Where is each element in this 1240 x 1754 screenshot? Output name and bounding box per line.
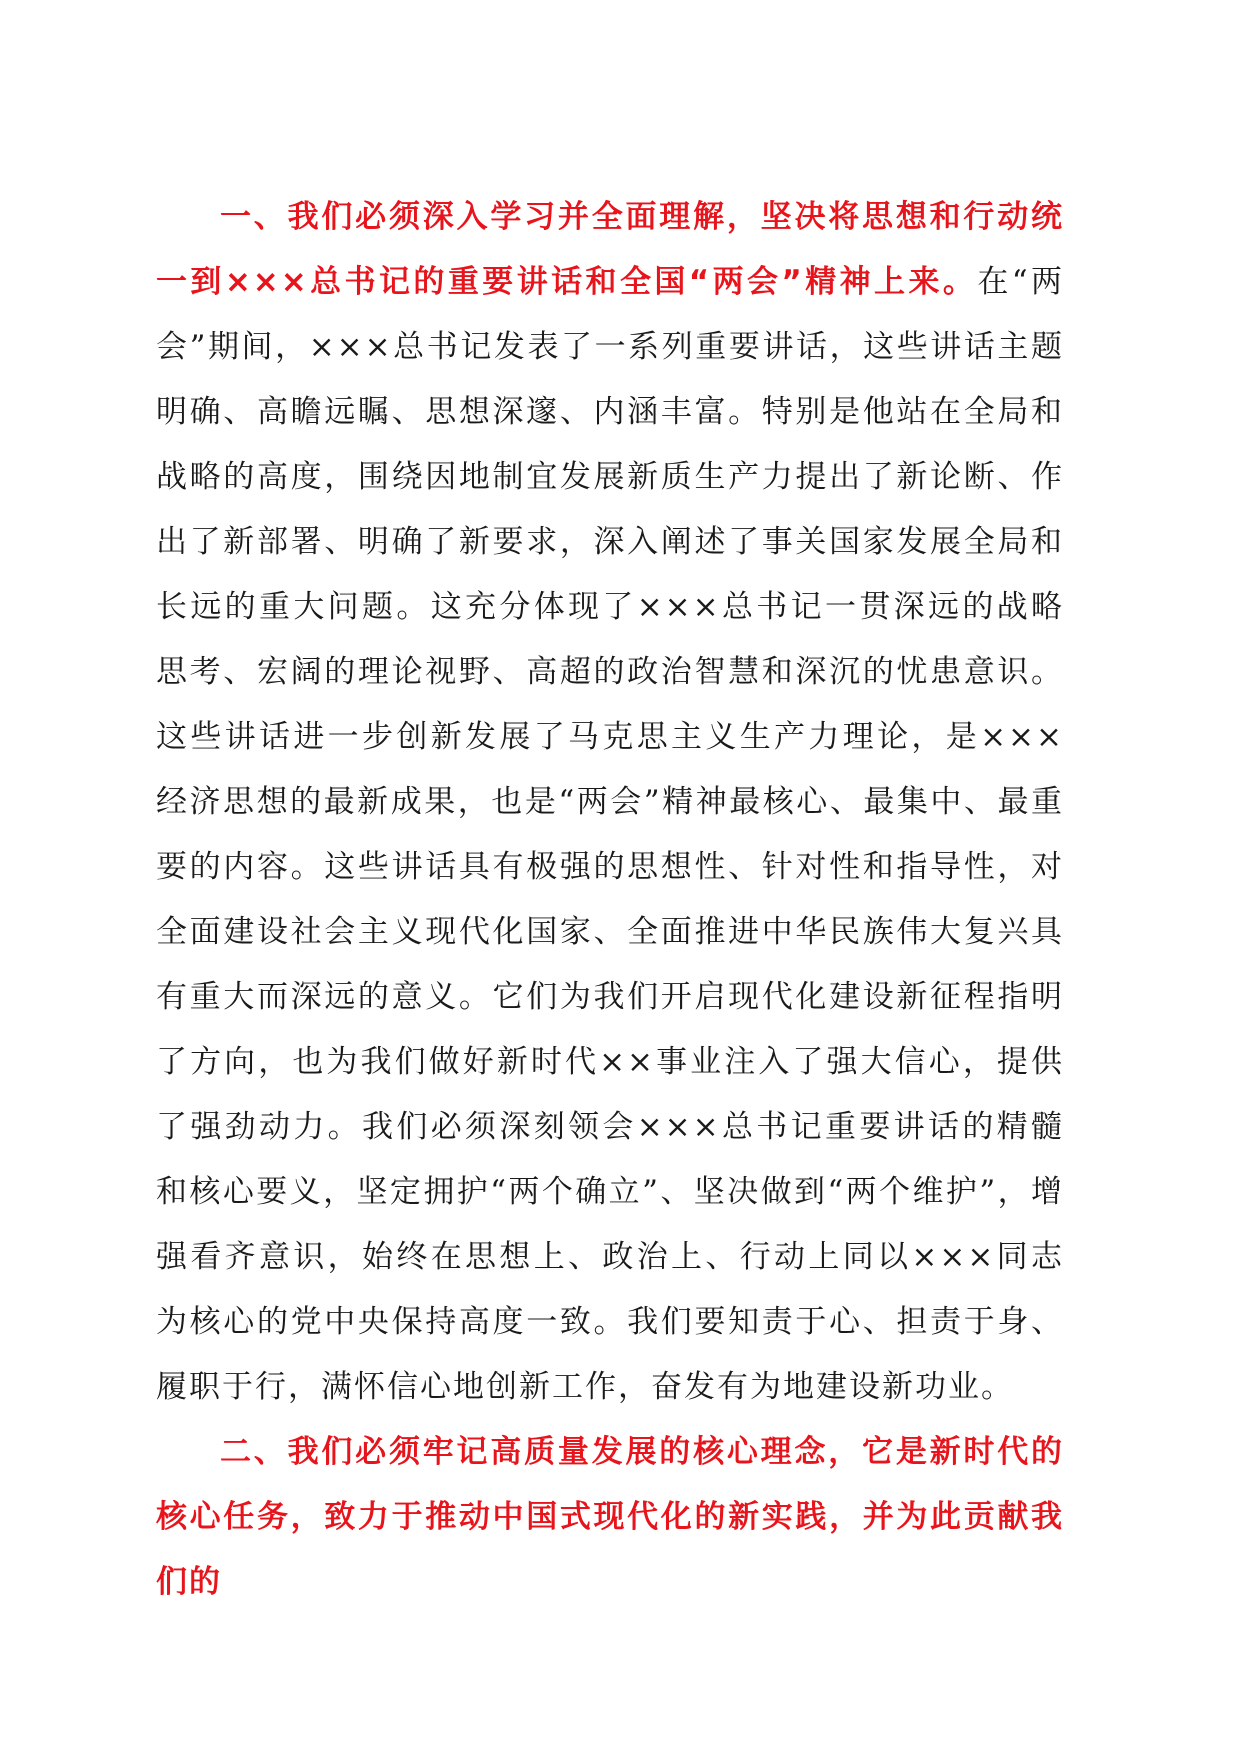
section-heading-2: 二、我们必须牢记高质量发展的核心理念，它是新时代的核心任务，致力于推动中国式现代化的新实践，并为此贡献我们的 bbox=[156, 1434, 1064, 1600]
paragraph-1-body: 在“两会”期间，×××总书记发表了一系列重要讲话，这些讲话主题明确、高瞻远瞩、思想深邃、内涵丰富。特别是他站在全局和战略的高度，围绕因地制宜发展新质生产力提出了新论断、作出了新部署、明确了新要求，深入阐述了事关国家发展全局和长远的重大问题。这充分体现了×××总书记一贯深远的战略思考、宏阔的理论视野、高超的政治智慧和深沉的忧患意识。这些讲话进一步创新发展了马克思主义生产力理论，是×××经济思想的最新成果，也是“两会”精神最核心、最集中、最重要的内容。这些讲话具有极强的思想性、针对性和指导性，对全面建设社会主义现代化国家、全面推进中华民族伟大复兴具有重大而深远的意义。它们为我们开启现代化建设新征程指明了方向，也为我们做好新时代××事业注入了强大信心，提供了强劲动力。我们必须深刻领会×××总书记重要讲话的精髓和核心要义，坚定拥护“两个确立”、坚决做到“两个维护”，增强看齐意识，始终在思想上、政治上、行动上同以×××同志为核心的党中央保持高度一致。我们要知责于心、担责于身、履职于行，满怀信心地创新工作，奋发有为地建设新功业。 bbox=[156, 264, 1064, 1405]
paragraph-2 bbox=[156, 1420, 1064, 1615]
section-heading-1: 一、我们必须深入学习并全面理解，坚决将思想和行动统一到×××总书记的重要讲话和全国“两会”精神上来。 bbox=[156, 199, 1064, 300]
paragraph-1 bbox=[156, 185, 1064, 1420]
document-content bbox=[156, 185, 1064, 1615]
